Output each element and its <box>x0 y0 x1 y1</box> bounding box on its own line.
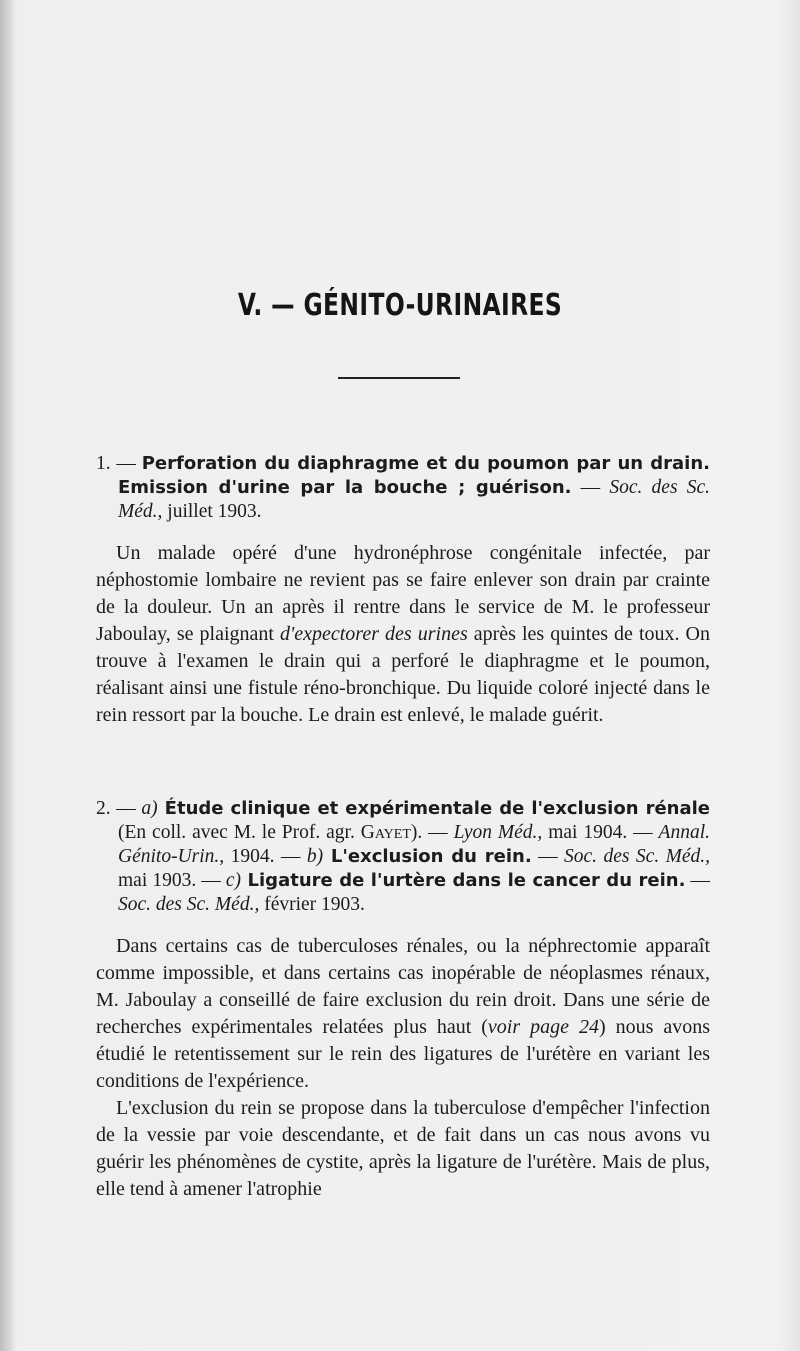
title-rule <box>338 377 460 379</box>
entry-1-source: Soc. des Sc. Méd., <box>118 477 711 522</box>
entry-2-paragraph-2: L'exclusion du rein se propose dans la tuberculose d'empêcher l'infection de la vessie par voie descendante, et de fait dans un cas nous avons vu guérir les phénomènes de cystite, après la ligature de l'urétère. Mais de plus, elle tend à amener l'atrophie <box>96 1097 710 1200</box>
entry-1-paragraph: Un malade opéré d'une hydronéphrose congénitale infectée, par néphostomie lombaire ne revient pas se faire enlever son drain par crainte de la douleur. Un an après il rentre dans le service de M. le professeur Jaboulay, se plaignant d'expectorer des urines après les quintes de toux. On trouve à l'examen le drain qui a perforé le diaphragme et le poumon, réalisant ainsi une fistule réno-bronchique. Du liquide coloré injecté dans le rein ressort par la bouche. Le drain est enlevé, le malade guérit. <box>96 542 710 726</box>
entry-1 <box>96 452 710 729</box>
entry-1-title: Perforation du diaphragme et du poumon par un drain. Emission d'urine par la bouche ; guérison. <box>118 453 710 498</box>
entry-2-title-a: Étude clinique et expérimentale de l'exclusion rénale <box>157 798 710 819</box>
entry-2-title-b: L'exclusion du rein. <box>323 846 532 867</box>
entry-1-heading: 1. — Perforation du diaphragme et du poumon par un drain. Emission d'urine par la bouche ; guérison. — Soc. des Sc. Méd., juillet 1903. <box>96 453 711 522</box>
entry-2-title-c: Ligature de l'urtère dans le cancer du rein. <box>241 870 686 891</box>
page-reference: voir page 24 <box>487 1016 599 1038</box>
entry-2 <box>96 797 710 1203</box>
entry-1-date: juillet 1903. <box>162 501 262 522</box>
page-edge-shadow <box>0 0 14 1351</box>
entry-2-number: 2. — <box>96 798 142 819</box>
collaborator-name: Gayet <box>360 822 411 843</box>
entry-2-paragraph-1: Dans certains cas de tuberculoses rénales, ou la néphrectomie apparaît comme impossible, et dans certains cas inopérable de néoplasmes rénaux, M. Jaboulay a conseillé de faire exclusion du rein droit. Dans une série de recherches expérimentales relatées plus haut (voir page 24) nous avons étudié le retentissement sur le rein des ligatures de l'urétère en variant les conditions de l'expérience. <box>96 935 711 1092</box>
chapter-title: V. — GÉNITO-URINAIRES <box>237 288 563 323</box>
entry-2-heading: 2. — a) Étude clinique et expérimentale de l'exclusion rénale (En coll. avec M. le Prof. agr. Gayet). — Lyon Méd., mai 1904. — Annal. Génito-Urin., 1904. — b) L'exclusion du rein. — Soc. des Sc. Méd., mai 1903. — c) Ligature de l'urtère dans le cancer du rein. — Soc. des Sc. Méd., février 1903. <box>96 798 711 915</box>
entry-1-number: 1. — <box>96 453 142 474</box>
